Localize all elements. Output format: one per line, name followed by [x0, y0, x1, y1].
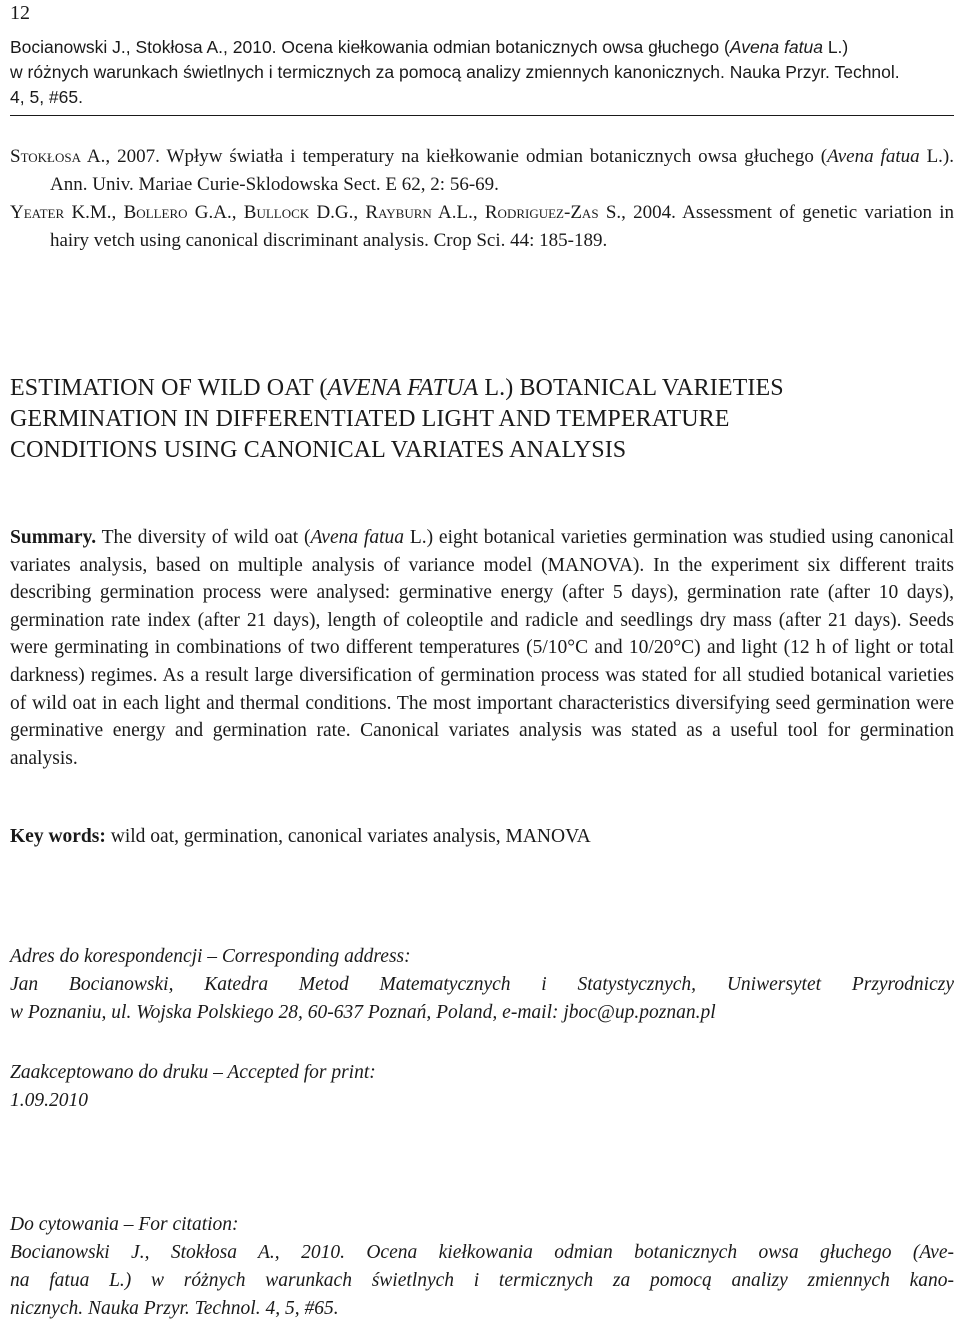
accepted-for-print	[10, 1059, 954, 1115]
header-line-1: Bocianowski J., Stokłosa A., 2010. Ocena kiełkowania odmian botanicznych owsa głuchego (Avena fatua L.)	[10, 37, 849, 57]
summary-label: Summary.	[10, 527, 97, 548]
reference-author: Stokłosa A.	[10, 146, 106, 167]
header-line-2: w różnych warunkach świetlnych i termicznych za pomocą analizy zmiennych kanonicznych. Nauka Przyr. Technol.	[10, 62, 900, 82]
citation-line-1: Bocianowski J., Stokłosa A., 2010. Ocena kiełkowania odmian botanicznych owsa głuchego (Ave-	[10, 1242, 954, 1263]
page-number: 12	[10, 2, 30, 24]
accepted-date: 1.09.2010	[10, 1090, 88, 1111]
address-line-2: w Poznaniu, ul. Wojska Polskiego 28, 60-637 Poznań, Poland, e-mail: jboc@up.poznan.pl	[10, 1002, 716, 1023]
reference-list	[10, 143, 954, 255]
reference-item: Stokłosa A., 2007. Wpływ światła i temperatury na kiełkowanie odmian botanicznych owsa głuchego (Avena fatua L.). Ann. Univ. Mariae Curie-Sklodowska Sect. E 62, 2: 56-69.	[10, 146, 955, 195]
citation-block	[10, 1211, 954, 1323]
title-line-2: GERMINATION IN DIFFERENTIATED LIGHT AND TEMPERATURE	[10, 406, 730, 432]
summary-paragraph: Summary. The diversity of wild oat (Avena fatua L.) eight botanical varieties germination was studied using canonical variates analysis, based on multiple analysis of variance model (MANOVA). In the experiment six different traits describing germination process were analysed: germinative energy (after 5 days), germination rate (after 10 days), germination rate index (after 21 days), length of coleoptile and radicle and seedlings dry mass (after 21 days). Seeds were germinating in combinations of two different temperatures (5/10°C and 10/20°C) and light (12 h of light or total darkness) regimes. As a result large diversification of germination process was stated for all studied botanical varieties of wild oat in each light and thermal conditions. The most important characteristics diversifying seed germination were germinative energy and germination rate. Canonical variates analysis was stated as a useful tool for germination analysis.	[10, 527, 954, 769]
keywords-label: Key words:	[10, 826, 106, 847]
reference-item: Yeater K.M., Bollero G.A., Bullock D.G., Rayburn A.L., Rodriguez-Zas S., 2004. Assessment of genetic variation in hairy vetch using canonical discriminant analysis. Crop Sci. 44: 185-189.	[10, 202, 955, 251]
title-line-3: CONDITIONS USING CANONICAL VARIATES ANALYSIS	[10, 437, 627, 463]
address-line-1: Jan Bocianowski, Katedra Metod Matematycznych i Statystycznych, Uniwersytet Przyrodniczy	[10, 974, 954, 995]
citation-heading: Do cytowania – For citation:	[10, 1214, 239, 1235]
title-line-1: ESTIMATION OF WILD OAT (AVENA FATUA L.) BOTANICAL VARIETIES	[10, 375, 784, 401]
accepted-heading: Zaakceptowano do druku – Accepted for print:	[10, 1062, 376, 1083]
correspondence-address	[10, 943, 954, 1027]
citation-line-3: nicznych. Nauka Przyr. Technol. 4, 5, #65.	[10, 1298, 339, 1319]
article-title	[10, 373, 954, 466]
running-header-citation	[10, 35, 954, 116]
address-heading: Adres do korespondencji – Corresponding address:	[10, 946, 411, 967]
keywords: Key words: wild oat, germination, canonical variates analysis, MANOVA	[10, 826, 591, 847]
header-line-3: 4, 5, #65.	[10, 87, 83, 107]
reference-author: Yeater K.M., Bollero G.A., Bullock D.G., Rayburn A.L., Rodriguez-Zas S.	[10, 202, 622, 223]
citation-line-2: na fatua L.) w różnych warunkach świetlnych i termicznych za pomocą analizy zmiennych kano-	[10, 1270, 954, 1291]
